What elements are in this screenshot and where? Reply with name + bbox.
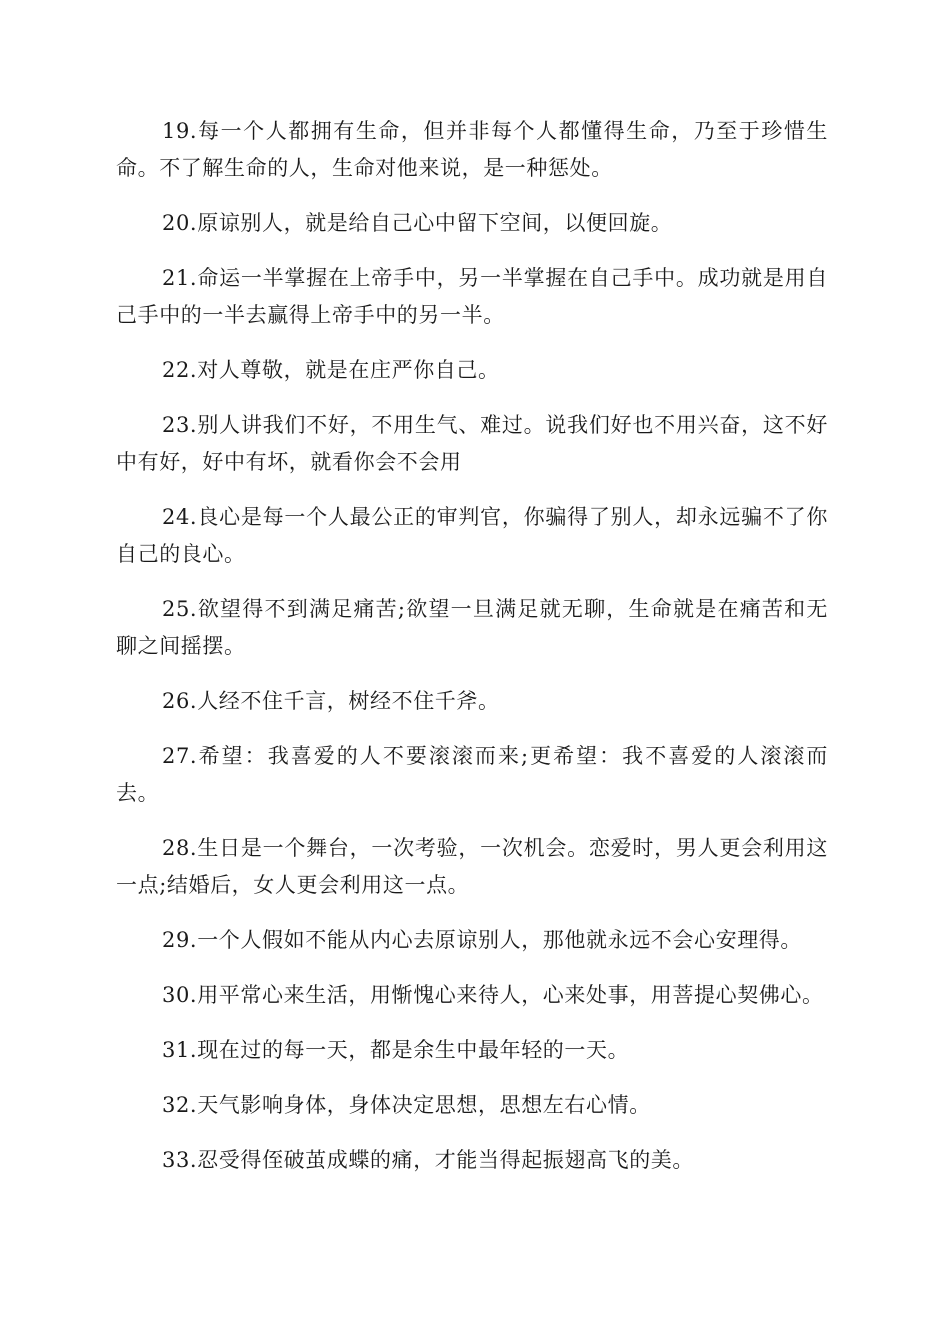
paragraph-25: 25.欲望得不到满足痛苦;欲望一旦满足就无聊，生命就是在痛苦和无聊之间摇摆。 [116,597,828,658]
paragraph-21: 21.命运一半掌握在上帝手中，另一半掌握在自己手中。成功就是用自己手中的一半去赢得上帝手中的另一半。 [116,266,828,327]
paragraph-20: 20.原谅别人，就是给自己心中留下空间，以便回旋。 [162,211,673,235]
paragraph-26: 26.人经不住千言，树经不住千斧。 [162,689,500,713]
paragraph-28: 28.生日是一个舞台，一次考验，一次机会。恋爱时，男人更会利用这一点;结婚后，女人更会利用这一点。 [116,836,828,897]
paragraph-32: 32.天气影响身体，身体决定思想，思想左右心情。 [162,1093,651,1117]
paragraph-33: 33.忍受得侄破茧成蝶的痛，才能当得起振翅高飞的美。 [162,1148,694,1172]
paragraph-31: 31.现在过的每一天，都是余生中最年轻的一天。 [162,1038,630,1062]
paragraph-27: 27.希望：我喜爱的人不要滚滚而来;更希望：我不喜爱的人滚滚而去。 [116,744,828,805]
document-body [116,113,828,1197]
paragraph-30: 30.用平常心来生活，用惭愧心来待人，心来处事，用菩提心契佛心。 [162,983,824,1007]
paragraph-22: 22.对人尊敬，就是在庄严你自己。 [162,358,500,382]
paragraph-24: 24.良心是每一个人最公正的审判官，你骗得了别人，却永远骗不了你自己的良心。 [116,505,828,566]
paragraph-19: 19.每一个人都拥有生命，但并非每个人都懂得生命，乃至于珍惜生命。不了解生命的人，生命对他来说，是一种惩处。 [116,119,828,180]
paragraph-23: 23.别人讲我们不好，不用生气、难过。说我们好也不用兴奋，这不好中有好，好中有坏，就看你会不会用 [116,413,828,474]
paragraph-29: 29.一个人假如不能从内心去原谅别人，那他就永远不会心安理得。 [162,928,802,952]
